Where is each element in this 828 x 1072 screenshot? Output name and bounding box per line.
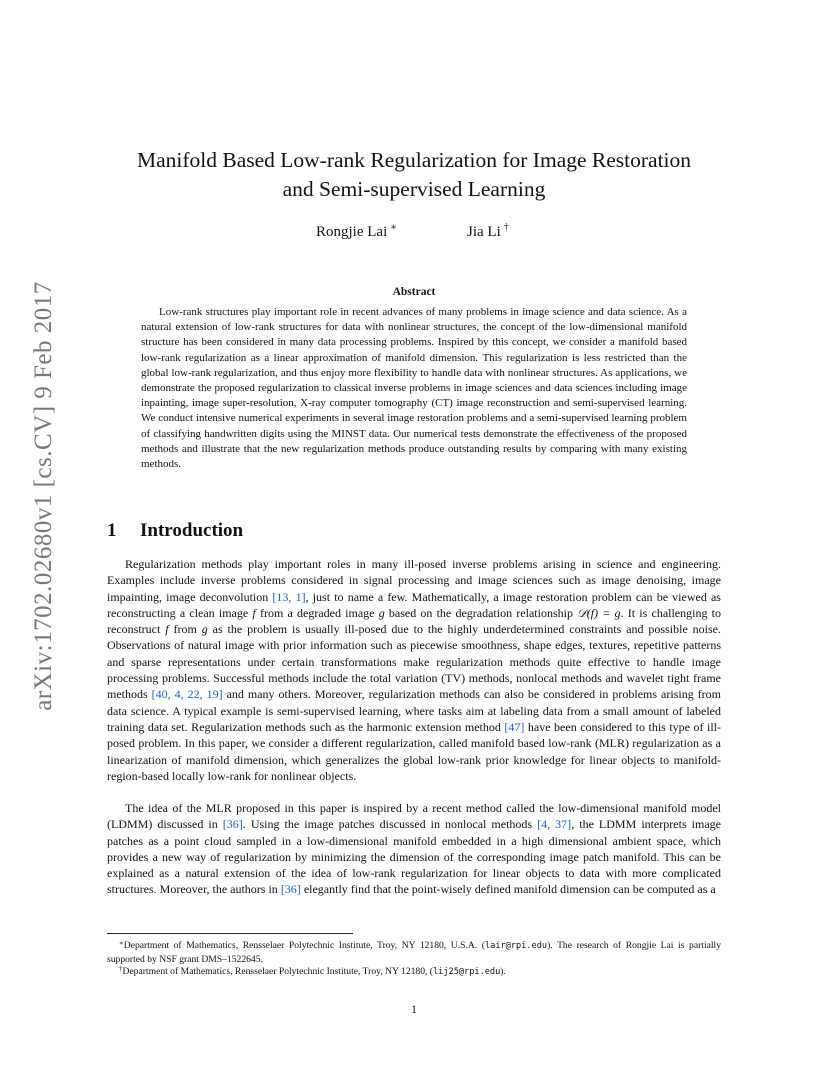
paper-title	[80, 146, 748, 204]
text-run: from	[168, 622, 202, 637]
footnote-divider	[107, 933, 353, 934]
text-run: Regularization methods play important roles in many ill-posed inverse problems arising in science and engineering. Examples include inverse problems considered in signal processing and image sciences such as image denoising, image impainting, image deconvolution	[107, 557, 721, 604]
citation-link[interactable]: [36]	[280, 882, 301, 897]
title-line-1: Manifold Based Low-rank Regularization for Image Restoration	[136, 148, 692, 172]
footnote-1	[107, 937, 721, 966]
arxiv-identifier-text: arXiv:1702.02680v1 [cs.CV] 9 Feb 2017	[30, 281, 57, 711]
math-symbol: f	[165, 622, 169, 637]
author-jia-li	[467, 222, 509, 241]
footnote-text: Department of Mathematics, Rensselaer Polytechnic Institute, Troy, NY 12180, (	[122, 966, 433, 977]
page-number: 1	[411, 1002, 417, 1016]
footnote-text: ). The research of Rongjie Lai is partially supported by NSF grant DMS–1522645.	[107, 940, 721, 965]
text-run: based on the degradation relationship	[384, 605, 578, 620]
math-equation: 𝒟(f) = g	[577, 605, 621, 620]
text-run: , the LDMM interprets image patches as a point cloud sampled in a low-dimensional manifold embedded in a high dimensional ambient space, which provides a new way of regularization by minimizing the dimension of the corresponding image patch manifold. This can be explained as a natural extension of the idea of low-rank regularization for linear objects to data with more complicated structures. Moreover, the authors in	[107, 817, 721, 897]
footnote-mark: ∗	[119, 939, 124, 947]
citation-link[interactable]: [40, 4, 22, 19]	[151, 687, 223, 702]
footnote-2	[107, 963, 721, 979]
author-name: Jia Li	[467, 224, 501, 240]
text-run: The idea of the MLR proposed in this paper is inspired by a recent method called the low-dimensional manifold model (LDMM) discussed in	[107, 801, 721, 832]
math-symbol: g	[378, 605, 385, 620]
section-title: Introduction	[140, 520, 244, 541]
email-address: lair@rpi.edu	[484, 941, 548, 951]
citation-link[interactable]: [4, 37]	[537, 817, 572, 832]
footnote-text: ).	[500, 966, 506, 977]
footnote-text: Department of Mathematics, Rensselaer Polytechnic Institute, Troy, NY 12180, U.S.A. (	[123, 940, 485, 951]
section-number: 1	[107, 520, 117, 541]
citation-link[interactable]: [13, 1]	[272, 589, 306, 604]
citation-link[interactable]: [36]	[222, 817, 243, 832]
text-run: . It is challenging to reconstruct	[107, 605, 722, 637]
text-run: . Using the image patches discussed in nonlocal methods	[242, 817, 538, 832]
text-run: elegantly find that the point-wisely defined manifold dimension can be computed as a	[300, 882, 716, 897]
abstract-text: Low-rank structures play important role in recent advances of many problems in image science and data science. As a natural extension of low-rank structures for data with nonlinear structures, the concept of the low-dimensional manifold structure has been considered in many data processing problems. Inspired by this concept, we consider a manifold based low-rank regularization as a linear approximation of manifold dimension. This regularization is less restricted than the global low-rank regularization, and thus enjoy more flexibility to handle data with nonlinear structures. As applications, we demonstrate the proposed regularization to classical inverse problems in image sciences and data sciences including image inpainting, image super-resolution, X-ray computer tomography (CT) image reconstruction and semi-supervised learning. We conduct intensive numerical experiments in several image restoration problems and a semi-supervised learning problem of classifying handwritten digits using the MINST data. Our numerical tests demonstrate the effectiveness of the proposed methods and illustrate that the new regularization methods produce outstanding results by comparing with many existing methods.	[141, 306, 687, 471]
intro-paragraph-2	[107, 800, 721, 898]
text-run: as the problem is usually ill-posed due to the highly underdetermined constraints and possible noise. Observations of natural image with prior information such as piecewise smoothness, shape edges, textures, repetitive patterns and sparse representations under certain transformations make regularization methods quite effective to handle image processing problems. Successful methods include the total variation (TV) methods, nonlocal methods and wavelet tight frame methods	[107, 622, 722, 702]
author-name: Rongjie Lai	[316, 224, 388, 240]
text-run: from a degraded image	[255, 605, 379, 620]
citation-link[interactable]: [47]	[504, 719, 525, 734]
math-symbol: f	[252, 605, 256, 620]
footnote-mark: †	[119, 965, 123, 973]
author-rongjie-lai	[316, 222, 397, 241]
text-run: and many others. Moreover, regularization methods can also be considered in problems arising from data science. A typical example is semi-supervised learning, where tasks aim at labeling data from a small amount of labeled training data set. Regularization methods such as the harmonic extension method	[107, 687, 722, 734]
email-address: lij25@rpi.edu	[433, 967, 501, 977]
intro-paragraph-1	[107, 556, 721, 784]
title-line-2: and Semi-supervised Learning	[282, 177, 546, 201]
math-symbol: g	[201, 622, 208, 637]
author-footnote-mark: †	[503, 222, 509, 233]
section-heading-introduction	[107, 520, 243, 542]
author-footnote-mark: ∗	[390, 222, 398, 233]
text-run: , just to name a few. Mathematically, a image restoration problem can be viewed as reconstructing a clean image	[107, 589, 721, 620]
author-list	[0, 222, 828, 244]
text-run: have been considered to this type of ill-posed problem. In this paper, we consider a different regularization, called manifold based low-rank (MLR) regularization as a linearization of manifold dimension, which generalizes the global low-rank prior knowledge for linear objects to manifold-region-based locally low-rank for nonlinear objects.	[107, 719, 721, 783]
abstract-heading: Abstract	[392, 286, 436, 298]
